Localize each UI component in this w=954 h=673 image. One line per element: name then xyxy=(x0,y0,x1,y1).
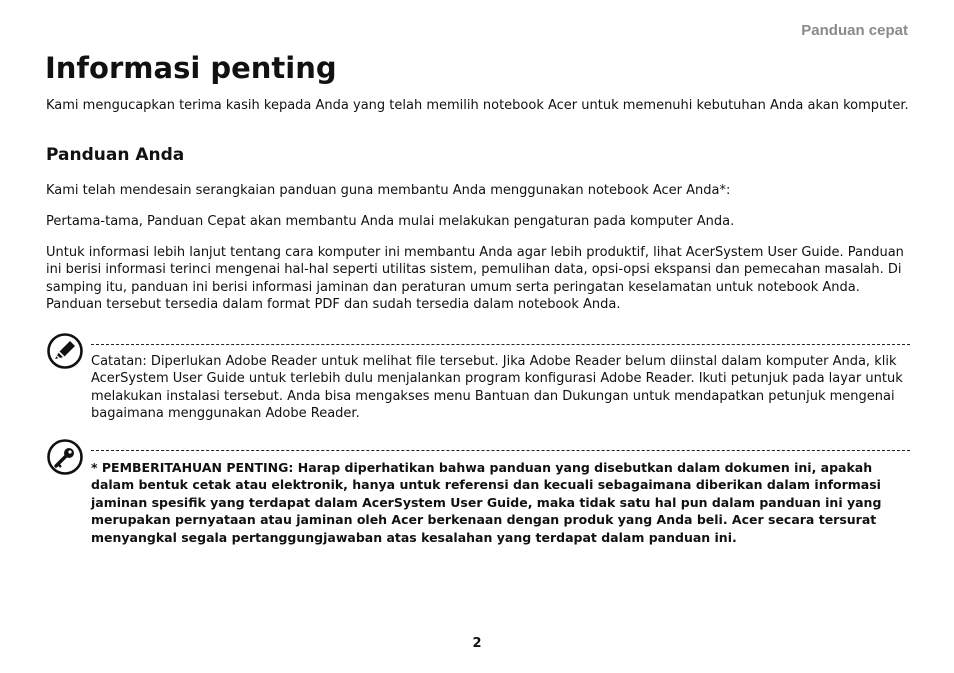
section-paragraph-3: Untuk informasi lebih lanjut tentang cara komputer ini membantu Anda agar lebih produktif, lihat AcerSystem User Guide. Panduan ini berisi informasi terinci mengenai hal-hal seperti utilitas sistem, pemulihan data, opsi-opsi ekspansi dan pemecahan masalah. Di samping itu, panduan ini berisi informasi jaminan dan peraturan umum serta peringatan keselamatan untuk notebook Anda. Panduan tersebut tersedia dalam format PDF dan sudah tersedia dalam notebook Anda. xyxy=(46,245,904,313)
pencil-note-icon xyxy=(46,332,84,370)
important-notice-text: * PEMBERITAHUAN PENTING: Harap diperhatikan bahwa panduan yang disebutkan dalam dokumen ini, apakah dalam bentuk cetak atau elektronik, hanya untuk referensi dan kecuali sebagaimana diberikan dalam informasi jaminan spesifik yang terdapat dalam AcerSystem User Guide, maka tidak satu hal pun dalam panduan ini yang merupakan pernyataan atau jaminan oleh Acer berkenaan dengan produk yang Anda beli. Acer secara tersurat menyangkal segala pertanggungjawaban atas kesalahan yang terdapat dalam panduan ini. xyxy=(91,460,882,545)
note-text: Catatan: Diperlukan Adobe Reader untuk melihat file tersebut. Jika Adobe Reader belum diinstal dalam komputer Anda, klik AcerSystem User Guide untuk terlebih dulu menjalankan program konfigurasi Adobe Reader. Ikuti petunjuk pada layar untuk melakukan instalasi tersebut. Anda bisa mengakses menu Bantuan dan Dukungan untuk mendapatkan petunjuk mengenai bagaimana menggunakan Adobe Reader. xyxy=(91,354,903,422)
important-notice-block xyxy=(46,438,910,558)
notice-divider xyxy=(91,450,910,451)
section-paragraph-1: Kami telah mendesain serangkaian panduan guna membantu Anda menggunakan notebook Acer Anda*: xyxy=(46,183,731,198)
section-title: Panduan Anda xyxy=(46,145,185,165)
page-title: Informasi penting xyxy=(45,51,337,85)
section-paragraph-2: Pertama-tama, Panduan Cepat akan membantu Anda mulai melakukan pengaturan pada komputer Anda. xyxy=(46,214,735,229)
intro-paragraph: Kami mengucapkan terima kasih kepada Anda yang telah memilih notebook Acer untuk memenuhi kebutuhan Anda akan komputer. xyxy=(46,98,909,113)
page-number: 2 xyxy=(472,636,482,651)
note-block xyxy=(46,332,910,432)
key-important-icon xyxy=(46,438,84,476)
page-header-label: Panduan cepat xyxy=(801,22,908,39)
note-divider xyxy=(91,344,910,345)
